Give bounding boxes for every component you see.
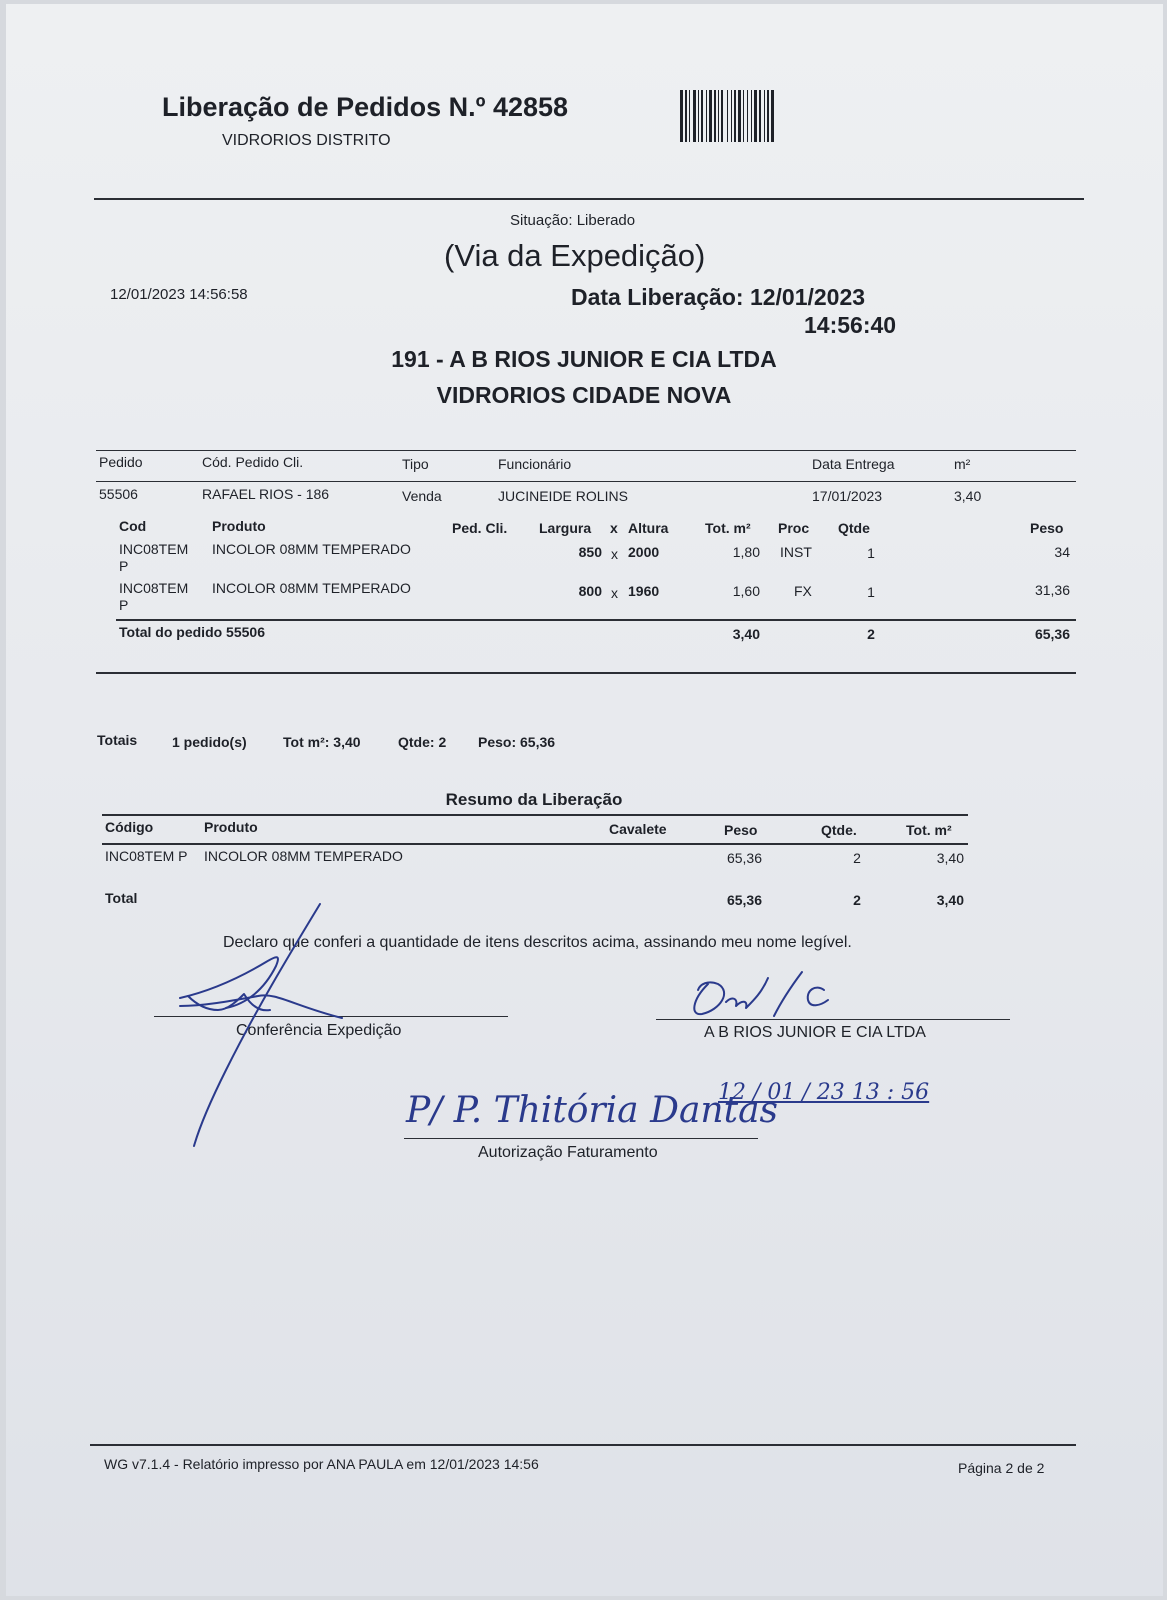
signature-label-expedicao: Conferência Expedição (236, 1022, 402, 1039)
summary-tot-m2: 3,40 (936, 850, 964, 866)
col-produto: Produto (212, 518, 266, 534)
header-divider (94, 198, 1084, 200)
summary-total-label: Total (105, 890, 138, 906)
totals-qtde: Qtde: 2 (398, 734, 447, 750)
signature-label-empresa: A B RIOS JUNIOR E CIA LTDA (704, 1024, 926, 1041)
release-time: 14:56:40 (804, 312, 897, 338)
summary-top-rule (102, 814, 968, 816)
handwritten-name: P/ P. Thitória Dantas (406, 1090, 779, 1131)
item-code: INC08TEM P (119, 541, 189, 574)
item-peso: 34 (1054, 544, 1070, 560)
col-largura: Largura (539, 520, 592, 536)
col-ped-cli: Ped. Cli. (452, 520, 508, 536)
page-number: Página 2 de 2 (958, 1460, 1045, 1476)
order-type: Venda (402, 488, 442, 504)
handwritten-signature-expedicao (166, 900, 356, 1150)
order-m2: 3,40 (954, 488, 982, 504)
col-qtde: Qtde (838, 520, 870, 536)
print-datetime: 12/01/2023 14:56:58 (110, 286, 248, 303)
totals-orders: 1 pedido(s) (172, 734, 247, 750)
client-order-code: RAFAEL RIOS - 186 (202, 486, 330, 502)
item-height: 2000 (628, 544, 660, 560)
item-qtde: 1 (867, 545, 875, 561)
copy-type: (Via da Expedição) (444, 238, 706, 273)
items-total-label: Total do pedido 55506 (119, 624, 265, 640)
col-cod: Cod (119, 518, 147, 534)
employee: JUCINEIDE ROLINS (498, 488, 628, 504)
item-product: INCOLOR 08MM TEMPERADO (212, 541, 411, 557)
declaration-text: Declaro que conferi a quantidade de itens descritos acima, assinando meu nome legível. (223, 934, 852, 951)
col-cavalete: Cavalete (609, 821, 667, 837)
summary-product: INCOLOR 08MM TEMPERADO (204, 848, 403, 864)
col-x: x (610, 520, 618, 536)
col-tot-m2: Tot. m² (906, 822, 952, 838)
col-tipo: Tipo (402, 456, 429, 472)
delivery-date: 17/01/2023 (812, 488, 883, 504)
item-peso: 31,36 (1034, 582, 1070, 598)
col-altura: Altura (628, 520, 669, 536)
col-cod-pedido-cli: Cód. Pedido Cli. (202, 454, 304, 470)
col-peso: Peso (1030, 520, 1064, 536)
order-table-bottom-rule (96, 672, 1076, 674)
handwritten-date: 12 / 01 / 23 13 : 56 (718, 1080, 930, 1105)
order-number: 55506 (99, 486, 138, 502)
item-product: INCOLOR 08MM TEMPERADO (212, 580, 411, 596)
col-data-entrega: Data Entrega (812, 456, 895, 472)
summary-header-rule (102, 843, 968, 845)
status-text: Situação: Liberado (510, 212, 636, 229)
item-tot-m2: 1,80 (732, 544, 760, 560)
item-qtde: 1 (867, 584, 875, 600)
summary-peso: 65,36 (726, 850, 762, 866)
col-peso: Peso (724, 822, 758, 838)
footer-print-info: WG v7.1.4 - Relatório impresso por ANA PAULA em 12/01/2023 14:56 (104, 1456, 539, 1472)
summary-total-peso: 65,36 (726, 892, 762, 908)
client-name: 191 - A B RIOS JUNIOR E CIA LTDA (391, 346, 777, 372)
totals-peso: Peso: 65,36 (478, 734, 556, 750)
col-m2: m² (954, 456, 971, 472)
item-tot-m2: 1,60 (732, 583, 760, 599)
col-pedido: Pedido (99, 454, 143, 470)
item-width: 800 (578, 583, 602, 599)
col-produto: Produto (204, 819, 258, 835)
totals-m2: Tot m²: 3,40 (283, 734, 361, 750)
item-x: x (611, 546, 618, 562)
signature-label-faturamento: Autorização Faturamento (478, 1144, 658, 1161)
order-table-top-rule (96, 450, 1076, 451)
summary-title: Resumo da Liberação (445, 790, 623, 809)
col-codigo: Código (105, 819, 154, 835)
items-total-m2: 3,40 (732, 626, 760, 642)
company-subtitle: VIDRORIOS DISTRITO (222, 132, 391, 149)
items-total-rule (116, 619, 1076, 621)
item-height: 1960 (628, 583, 660, 599)
summary-total-m2: 3,40 (936, 892, 964, 908)
item-proc: FX (794, 583, 812, 599)
col-tot-m2: Tot. m² (705, 520, 751, 536)
col-qtde: Qtde. (821, 822, 857, 838)
footer-rule (90, 1444, 1076, 1446)
col-funcionario: Funcionário (498, 456, 572, 472)
order-table-header-rule (96, 481, 1076, 482)
handwritten-signature-empresa (682, 970, 842, 1024)
items-total-qtde: 2 (867, 626, 875, 642)
summary-qtde: 2 (853, 850, 861, 866)
client-store: VIDRORIOS CIDADE NOVA (436, 382, 732, 408)
totals-label: Totais (97, 732, 138, 748)
signature-line-faturamento (404, 1138, 758, 1139)
item-code: INC08TEM P (119, 580, 189, 613)
item-proc: INST (780, 544, 812, 560)
summary-total-qtde: 2 (853, 892, 861, 908)
summary-code: INC08TEM P (105, 848, 188, 864)
release-date: Data Liberação: 12/01/2023 (571, 284, 866, 310)
document-title: Liberação de Pedidos N.º 42858 (162, 92, 569, 122)
item-width: 850 (578, 544, 602, 560)
item-x: x (611, 585, 618, 601)
barcode (680, 90, 858, 142)
col-proc: Proc (778, 520, 810, 536)
items-total-peso: 65,36 (1034, 626, 1070, 642)
document-page (6, 4, 1163, 1596)
